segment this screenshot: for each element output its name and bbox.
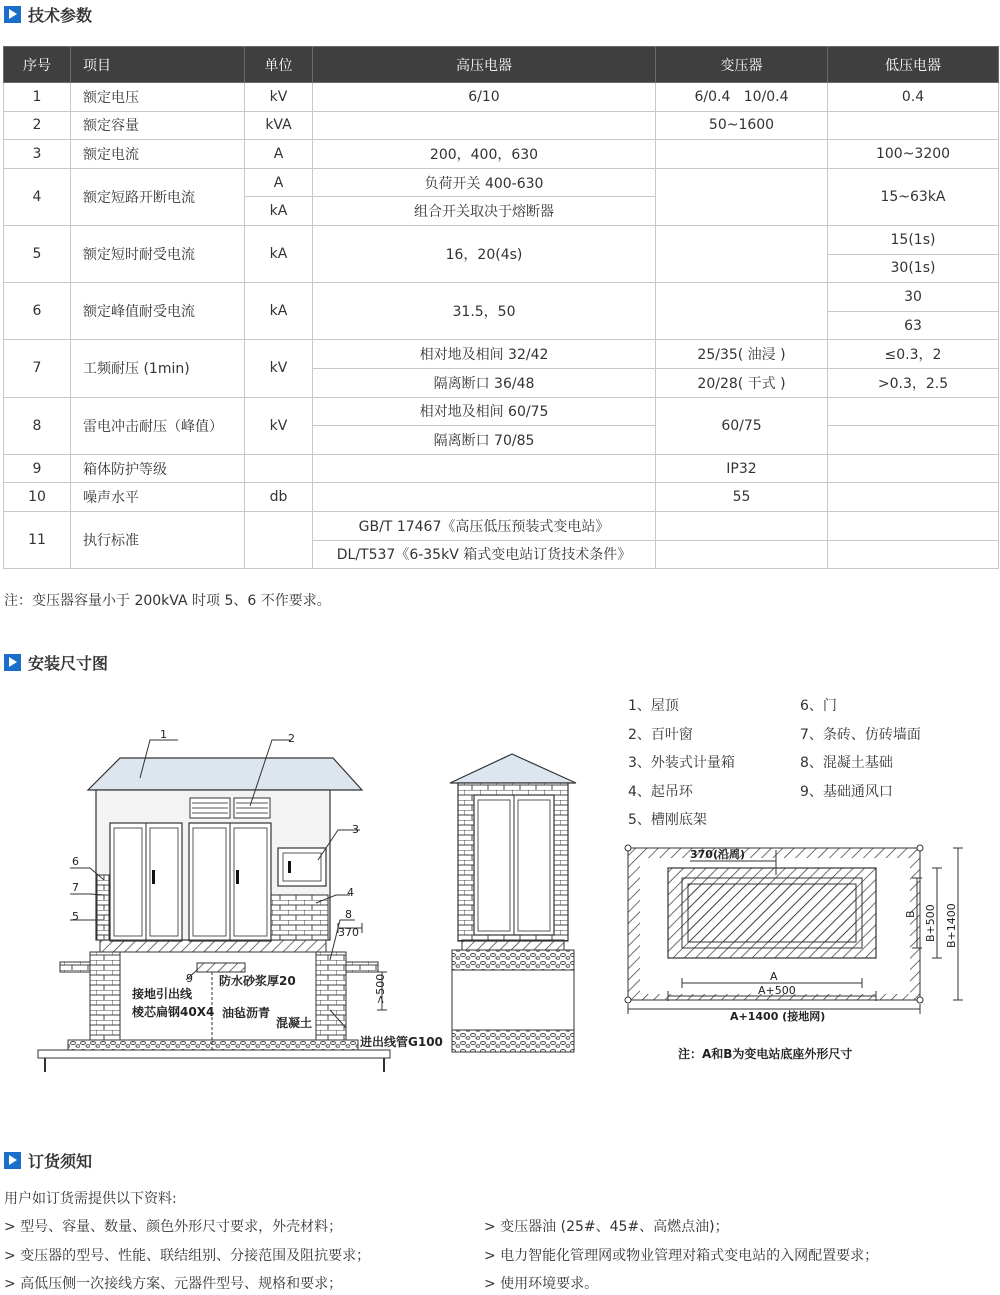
cell: A [245,140,313,169]
cell: 16，20(4s) [313,225,656,282]
cell: 额定电压 [71,83,245,112]
cell [828,511,999,540]
label-ground-b: 棱芯扁钢40X4 [132,1005,215,1019]
cell: 10 [4,483,71,512]
cell: 11 [4,511,71,568]
legend-item: 9、基础通风口 [800,783,893,800]
table-row [4,483,999,512]
cell [656,168,828,225]
plan-note: 注：A和B为变电站底座外形尺寸 [678,1047,853,1061]
dim-370: 370 [338,926,359,939]
cell: kA [245,225,313,282]
cell: kV [245,397,313,454]
spec-table [3,46,999,569]
callout-3: 3 [352,823,359,836]
callout-5: 5 [72,910,79,923]
cell [828,111,999,140]
legend-item: 4、起吊环 [628,783,693,800]
cell: 执行标准 [71,511,245,568]
header-transformer: 变压器 [656,47,828,83]
header-no: 序号 [4,47,71,83]
cell [313,454,656,483]
legend-left [628,692,735,835]
cell: 31.5，50 [313,283,656,340]
callout-4: 4 [347,886,354,899]
section-title-install: 安装尺寸图 [4,651,108,673]
cell: 25/35( 油浸 ) [656,340,828,369]
legend-item: 8、混凝土基础 [800,755,893,771]
table-row [4,340,999,369]
cell [313,483,656,512]
legend-item: 5、槽刚底架 [628,812,707,828]
table-note: 注：变压器容量小于 200kVA 时项 5、6 不作要求。 [4,593,331,609]
callout-9: 9 [186,972,193,985]
legend-item: 2、百叶窗 [628,726,693,743]
header-hv: 高压电器 [313,47,656,83]
label-concrete: 混凝土 [276,1016,313,1030]
label-ground-a: 接地引出线 [132,987,193,1001]
plan-dim-B500: B+500 [924,904,937,942]
cell: 4 [4,168,71,225]
cell: 200，400，630 [313,140,656,169]
legend-item: 7、条砖、仿砖墙面 [800,726,921,743]
cell: kV [245,83,313,112]
cell [828,426,999,455]
table-row [4,397,999,426]
callout-7: 7 [72,881,79,894]
cell: 2 [4,111,71,140]
cell: 7 [4,340,71,397]
front-elevation [38,728,443,1072]
cell [656,511,828,540]
plan-dim-370: 370(沿周) [690,848,746,861]
cell [656,540,828,569]
side-elevation [450,754,576,1052]
cell: 0.4 [828,83,999,112]
plan-dim-B: B [904,910,917,918]
cell: 20/28( 干式 ) [656,368,828,397]
section-title-order: 订货须知 [4,1149,92,1171]
cell: 组合开关取决于熔断器 [313,197,656,226]
section-title-specs: 技术参数 [4,3,92,25]
cell: A [245,168,313,197]
cell: 负荷开关 400-630 [313,168,656,197]
cell: DL/T537《6-35kV 箱式变电站订货技术条件》 [313,540,656,569]
order-intro: 用户如订货需提供以下资料: [4,1191,177,1207]
header-lv: 低压电器 [828,47,999,83]
table-row [4,283,999,312]
cell [828,454,999,483]
order-item: > 变压器油 (25#、45#、高燃点油)； [484,1219,729,1235]
order-item: > 高低压侧一次接线方案、元器件型号、规格和要求； [4,1276,343,1292]
cell: kA [245,283,313,340]
plan-dim-A: A [770,970,778,983]
cell [656,225,828,282]
cell: 额定峰值耐受电流 [71,283,245,340]
cell: 隔离断口 36/48 [313,368,656,397]
order-item: > 变压器的型号、性能、联结组别、分接范围及阻抗要求； [4,1248,371,1264]
header-unit: 单位 [245,47,313,83]
cell: 63 [828,311,999,340]
table-row [4,140,999,169]
cell: 30(1s) [828,254,999,283]
cell: 额定电流 [71,140,245,169]
cell: 15(1s) [828,225,999,254]
play-arrow-icon [4,654,21,671]
cell: 箱体防护等级 [71,454,245,483]
cell: kA [245,197,313,226]
cell [245,454,313,483]
label-mortar: 防水砂浆厚20 [219,974,296,988]
legend-item: 3、外装式计量箱 [628,755,735,771]
cell: 55 [656,483,828,512]
legend-right [800,692,921,806]
cell: 额定短时耐受电流 [71,225,245,282]
cell: 1 [4,83,71,112]
cell: IP32 [656,454,828,483]
callout-1: 1 [160,728,167,741]
cell [245,511,313,568]
cell: 50~1600 [656,111,828,140]
cell [828,540,999,569]
cell: 100~3200 [828,140,999,169]
cell: 雷电冲击耐压（峰值） [71,397,245,454]
cell: 额定短路开断电流 [71,168,245,225]
header-item: 项目 [71,47,245,83]
table-row [4,511,999,540]
cell: 相对地及相间 32/42 [313,340,656,369]
cell: 隔离断口 70/85 [313,426,656,455]
label-pipe: 进出线管G100 [360,1035,443,1049]
order-item: > 型号、容量、数量、颜色外形尺寸要求，外壳材料； [4,1219,343,1235]
order-item: > 使用环境要求。 [484,1276,599,1292]
table-header-row [4,47,999,83]
cell: GB/T 17467《高压低压预装式变电站》 [313,511,656,540]
cell [656,140,828,169]
dim-500: >500 [374,973,387,1004]
cell: >0.3，2.5 [828,368,999,397]
cell: 噪声水平 [71,483,245,512]
legend-item: 6、门 [800,698,837,714]
label-felt: 油毡沥青 [222,1006,271,1020]
cell [828,483,999,512]
plan-dim-A1400: A+1400 (接地网) [730,1010,826,1023]
callout-6: 6 [72,855,79,868]
cell: kV [245,340,313,397]
plan-dim-B1400: B+1400 [945,903,958,948]
order-item: > 电力智能化管理网或物业管理对箱式变电站的入网配置要求； [484,1248,879,1264]
cell: kVA [245,111,313,140]
cell: 工频耐压 (1min) [71,340,245,397]
cell [828,397,999,426]
table-row [4,168,999,197]
cell: 5 [4,225,71,282]
cell: 60/75 [656,397,828,454]
cell: 6 [4,283,71,340]
cell: 6/0.4 10/0.4 [656,83,828,112]
cell: 30 [828,283,999,312]
cell: 8 [4,397,71,454]
table-row [4,111,999,140]
cell: db [245,483,313,512]
cell: 额定容量 [71,111,245,140]
table-row [4,225,999,254]
play-arrow-icon [4,6,21,23]
legend-item: 1、屋顶 [628,698,679,714]
cell [656,283,828,340]
plan-dim-A500: A+500 [758,984,796,997]
callout-8: 8 [345,908,352,921]
plan-view [625,845,963,1061]
table-row [4,454,999,483]
cell: 6/10 [313,83,656,112]
play-arrow-icon [4,1152,21,1169]
table-row [4,83,999,112]
cell: 相对地及相间 60/75 [313,397,656,426]
cell: 15~63kA [828,168,999,225]
cell [313,111,656,140]
callout-2: 2 [288,732,295,745]
cell: 9 [4,454,71,483]
cell: ≤0.3，2 [828,340,999,369]
cell: 3 [4,140,71,169]
